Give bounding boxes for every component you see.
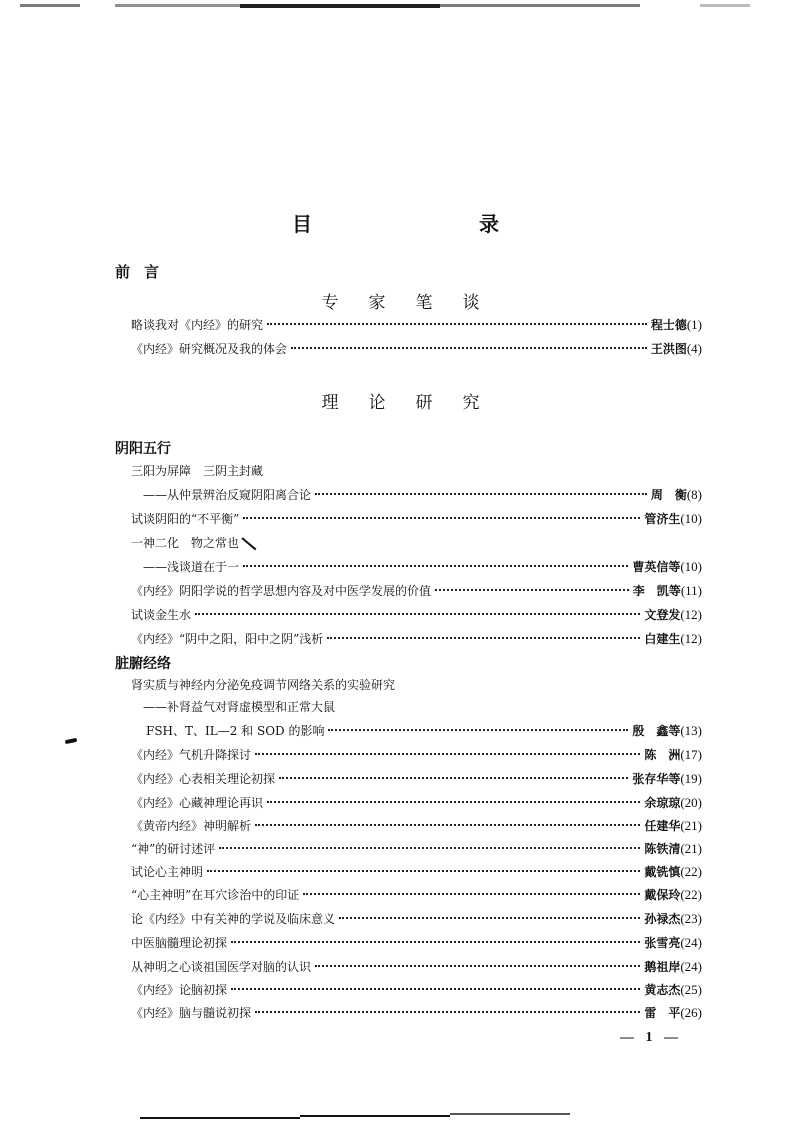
entry-page: (26) <box>680 1005 702 1020</box>
scan-edge-bottom <box>0 1108 801 1122</box>
dot-leader <box>328 729 628 731</box>
entry-title: 《内经》研究概况及我的体会 <box>131 342 288 356</box>
entry-author: 李 凯等 <box>632 584 681 598</box>
entry-page: (24) <box>680 959 702 974</box>
entry-title-line2: ——补肾益气对肾虚模型和正常大鼠 <box>143 700 336 714</box>
entry-title: 从神明之心谈祖国医学对脑的认识 <box>131 960 312 974</box>
entry-title-line1: 肾实质与神经内分泌免疫调节网络关系的实验研究 <box>131 678 396 692</box>
dot-leader <box>255 753 640 755</box>
entry-author: 戴保玲 <box>644 888 681 902</box>
entry-page: (19) <box>680 771 702 786</box>
entry-title: 《黄帝内经》神明解析 <box>131 819 252 833</box>
entry-page: (23) <box>680 911 702 926</box>
entry-page: (25) <box>680 982 702 997</box>
toc-entry[interactable] <box>0 884 801 906</box>
entry-author: 黄志杰 <box>644 983 681 997</box>
page-number: — 1 — <box>620 1030 682 1045</box>
dot-leader <box>435 589 629 591</box>
entry-page: (1) <box>686 317 702 332</box>
toc-entry[interactable] <box>0 979 801 1001</box>
entry-author: 白建生 <box>644 632 681 646</box>
dot-leader <box>267 323 647 325</box>
dot-leader <box>231 988 640 990</box>
entry-author: 张存华等 <box>632 772 681 786</box>
entry-page: (22) <box>680 864 702 879</box>
dot-leader <box>243 517 640 519</box>
entry-page: (24) <box>680 935 702 950</box>
dot-leader <box>195 613 640 615</box>
entry-title: 《内经》气机升降探讨 <box>131 748 252 762</box>
entry-author: 任建华 <box>644 819 681 833</box>
toc-entry[interactable] <box>0 768 801 790</box>
toc-entry[interactable] <box>0 604 801 626</box>
entry-title: 《内经》心表相关理论初探 <box>131 772 276 786</box>
entry-title: 试论心主神明 <box>131 865 204 879</box>
dot-leader <box>255 824 640 826</box>
entry-title: FSH、T、IL—2 和 SOD 的影响 <box>146 724 325 738</box>
dot-leader <box>279 777 628 779</box>
toc-entry[interactable] <box>0 838 801 860</box>
category-zangfu: 脏腑经络 <box>115 656 171 672</box>
toc-entry[interactable] <box>0 580 801 602</box>
toc-entry[interactable] <box>0 720 801 742</box>
toc-entry[interactable] <box>0 908 801 930</box>
toc-entry[interactable] <box>0 628 801 650</box>
toc-entry[interactable] <box>0 484 801 506</box>
pen-mark <box>241 537 256 550</box>
entry-title: ——从仲景辨治反窥阴阳离合论 <box>143 488 312 502</box>
entry-page: (10) <box>680 559 702 574</box>
dot-leader <box>339 917 640 919</box>
entry-author: 张雪亮 <box>644 936 681 950</box>
preface-heading: 前言 <box>115 263 174 281</box>
entry-page: (10) <box>680 511 702 526</box>
entry-author: 孙禄杰 <box>644 912 681 926</box>
entry-title: 《内经》“阴中之阳，阳中之阴”浅析 <box>131 632 324 646</box>
entry-page: (12) <box>680 607 702 622</box>
entry-page: (4) <box>686 341 702 356</box>
toc-entry[interactable] <box>0 314 801 336</box>
entry-title: 论《内经》中有关神的学说及临床意义 <box>131 912 336 926</box>
entry-author: 陈铁清 <box>644 842 681 856</box>
entry-page: (11) <box>680 583 702 598</box>
entry-title: 试谈阴阳的“不平衡” <box>131 512 240 526</box>
entry-author: 戴铣慎 <box>644 865 681 879</box>
entry-author: 王洪图 <box>650 342 687 356</box>
dot-leader <box>243 565 628 567</box>
toc-entry[interactable] <box>0 744 801 766</box>
dot-leader <box>255 1011 640 1013</box>
toc-entry[interactable] <box>0 556 801 578</box>
entry-page: (21) <box>680 841 702 856</box>
entry-title: 中医脑髓理论初探 <box>131 936 228 950</box>
entry-page: (12) <box>680 631 702 646</box>
toc-entry[interactable] <box>0 861 801 883</box>
entry-title: 《内经》论脑初探 <box>131 983 228 997</box>
entry-title-line1: 三阳为屏障 三阴主封藏 <box>131 464 264 478</box>
entry-author: 陈 洲 <box>644 748 681 762</box>
dot-leader <box>267 801 640 803</box>
entry-page: (17) <box>680 747 702 762</box>
dot-leader <box>327 637 640 639</box>
category-yinyang: 阴阳五行 <box>115 441 171 457</box>
entry-title: 试谈金生水 <box>131 608 192 622</box>
entry-page: (8) <box>686 487 702 502</box>
entry-page: (22) <box>680 887 702 902</box>
entry-author: 程士德 <box>650 318 687 332</box>
entry-title: 《内经》脑与髓说初探 <box>131 1006 252 1020</box>
entry-author: 管济生 <box>644 512 681 526</box>
entry-page: (20) <box>680 795 702 810</box>
entry-author: 雷 平 <box>644 1006 681 1020</box>
toc-entry[interactable] <box>0 1002 801 1024</box>
toc-entry[interactable] <box>0 508 801 530</box>
entry-page: (13) <box>680 723 702 738</box>
section-title-expert: 专家笔谈 <box>321 293 510 313</box>
entry-author: 曹英信等 <box>632 560 681 574</box>
entry-title: “神”的研讨述评 <box>131 842 216 856</box>
toc-entry[interactable] <box>0 815 801 837</box>
toc-entry[interactable] <box>0 932 801 954</box>
dot-leader <box>207 870 640 872</box>
dot-leader <box>291 347 647 349</box>
entry-title: “心主神明”在耳穴诊治中的印证 <box>131 888 300 902</box>
dot-leader <box>315 493 647 495</box>
toc-entry[interactable] <box>0 792 801 814</box>
entry-author: 余琼琼 <box>644 796 681 810</box>
dot-leader <box>303 893 640 895</box>
entry-title-line1: 一神二化 物之常也 <box>131 536 240 550</box>
section-title-theory: 理论研究 <box>321 393 510 413</box>
entry-title: 《内经》阴阳学说的哲学思想内容及对中医学发展的价值 <box>131 584 432 598</box>
scan-edge-top <box>0 2 801 10</box>
entry-author: 周 衡 <box>650 488 687 502</box>
dot-leader <box>231 941 640 943</box>
entry-title: 《内经》心藏神理论再识 <box>131 796 264 810</box>
entry-title: ——浅谈道在于一 <box>143 560 240 574</box>
toc-entry[interactable] <box>0 338 801 360</box>
page-title: 目 录 <box>292 212 579 236</box>
entry-title: 略谈我对《内经》的研究 <box>131 318 264 332</box>
entry-author: 殷 鑫等 <box>632 724 681 738</box>
dot-leader <box>219 847 640 849</box>
entry-author: 文登发 <box>644 608 681 622</box>
dot-leader <box>315 965 640 967</box>
toc-entry[interactable] <box>0 956 801 978</box>
entry-author: 鹅祖岸 <box>644 960 681 974</box>
entry-page: (21) <box>680 818 702 833</box>
